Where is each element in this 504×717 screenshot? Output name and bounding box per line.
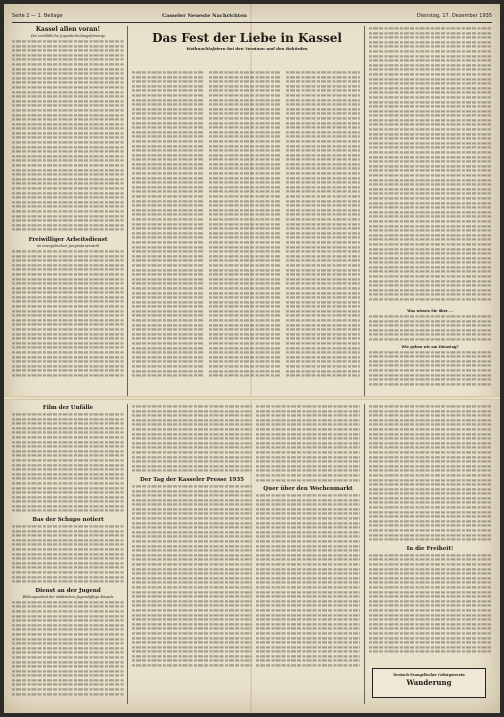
ad-line1: Deutsch-Evangelischer Gebirgsverein xyxy=(393,673,465,677)
was-wissen-sie: Was wissen Sie über ... xyxy=(407,309,453,313)
wanderung-ad xyxy=(372,668,486,698)
page-header xyxy=(12,10,492,23)
tag-der-presse-title: Der Tag der Kasseler Presse 1935 xyxy=(139,476,244,483)
column-rule xyxy=(364,404,365,704)
right-col-top xyxy=(369,26,491,302)
fest-der-liebe-header xyxy=(132,26,362,66)
arbeitsdienst-title: Freiwilliger Arbeitsdienst xyxy=(28,236,108,243)
wochenmarkt-title: Quer über den Wochenmarkt xyxy=(263,486,353,493)
fest-col-2 xyxy=(209,70,281,378)
fest-col-3 xyxy=(286,70,360,378)
fest-col-1 xyxy=(132,70,204,378)
newspaper-page xyxy=(4,4,500,713)
header-date: Dienstag, 17. Dezember 1935 xyxy=(416,13,492,19)
mid-lower-left xyxy=(132,404,252,704)
wie-geben-wir: Wie geben wir am Dienstag? xyxy=(401,344,459,349)
dienst-jugend-subtitle: Bildungsarbeit der städtischen Jugendpflege Kassels xyxy=(22,594,114,599)
kassel-allen-voran-subtitle: Die vorbildliche Jugenderholungsfürsorge xyxy=(30,34,106,38)
film-der-unfaelle-title: Film der Unfälle xyxy=(42,405,94,411)
schupo-title: Bas der Schupo notiert xyxy=(32,517,104,524)
kassel-allen-voran-title: Kassel allen voran! xyxy=(35,26,101,33)
dienst-jugend-title: Dienst an der Jugend xyxy=(35,587,101,594)
right-lower xyxy=(369,404,491,704)
kassel-allen-voran-body xyxy=(12,39,124,232)
fest-der-liebe-subtitle: Weihnachtsfeiern bei den Vereinen und den Behörden xyxy=(186,46,308,51)
column-rule xyxy=(127,404,128,704)
header-left: Seite 2 — 1. Beilage xyxy=(12,13,63,19)
left-column xyxy=(12,26,124,396)
column-rule xyxy=(127,26,128,396)
ad-line2: Wanderung xyxy=(406,678,452,687)
right-col-notes xyxy=(369,309,491,386)
header-masthead: Casseler Neueste Nachrichten xyxy=(162,13,247,19)
in-die-freiheit-title: In die Freiheit! xyxy=(406,545,454,552)
arbeitsdienst-subtitle: im evangelischen Jungmännerwerk xyxy=(36,243,100,248)
arbeitsdienst-body xyxy=(12,249,124,378)
column-rule xyxy=(364,26,365,396)
left-lower xyxy=(12,404,124,704)
fest-der-liebe-title: Das Fest der Liebe in Kassel xyxy=(152,31,342,45)
horizontal-fold xyxy=(4,396,500,400)
mid-lower-right xyxy=(256,404,360,704)
